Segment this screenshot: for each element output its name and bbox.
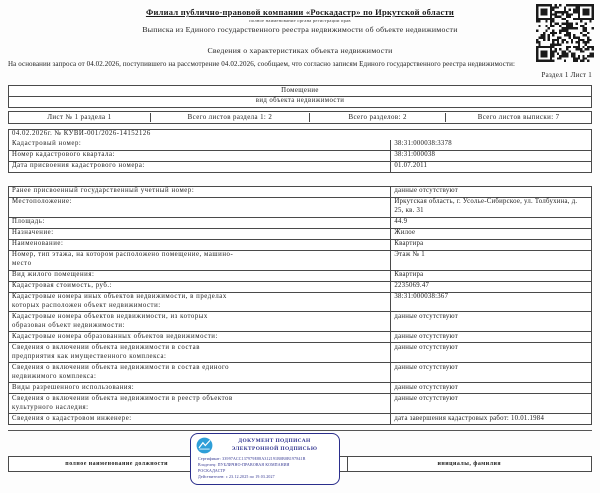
row-label: Сведения о включении объекта недвижимости в состав единого недвижимого комплекса: xyxy=(9,363,391,382)
row-value: данные отсутствуют xyxy=(394,394,458,402)
row-label: Вид жилого помещения: xyxy=(9,271,391,281)
table-row xyxy=(9,292,591,312)
row-value: Жилое xyxy=(394,229,416,237)
name-label: инициалы, фамилия xyxy=(347,457,591,471)
section-title: Сведения о характеристиках объекта недвижимости xyxy=(207,46,393,55)
table-row xyxy=(9,228,591,239)
row-label: Площадь: xyxy=(9,218,391,228)
table-row xyxy=(9,250,591,270)
table-row xyxy=(9,197,591,217)
cadastral-id-table xyxy=(8,129,592,173)
row-value: 01.07.2011 xyxy=(394,162,428,170)
roskadastr-logo-icon xyxy=(195,436,214,455)
table-row xyxy=(9,86,591,96)
request-number: 04.02.2026г. № КУВИ-001/2026-14152126 xyxy=(12,130,151,138)
stamp-header xyxy=(191,434,339,455)
row-label: Кадастровые номера иных объектов недвижимости, в пределах которых расположен объект недвижимости: xyxy=(9,293,391,312)
row-value: данные отсутствуют xyxy=(394,363,458,371)
table-row xyxy=(9,150,591,161)
row-label: Ранее присвоенный государственный учетный номер: xyxy=(9,187,391,197)
document-header xyxy=(8,7,592,79)
table-row xyxy=(9,130,591,140)
table-row xyxy=(9,281,591,292)
stamp-owner2: РОСКАДАСТР xyxy=(198,469,226,474)
position-label: полное наименование должности xyxy=(65,461,169,468)
table-row xyxy=(9,342,591,362)
row-label: Наименование: xyxy=(9,240,391,250)
row-label: Кадастровая стоимость, руб.: xyxy=(9,282,391,292)
signature-footer xyxy=(8,431,592,493)
stamp-title xyxy=(214,438,335,454)
row-label: Виды разрешенного использования: xyxy=(9,383,391,393)
table-row xyxy=(9,96,591,107)
stamp-title-line2: ЭЛЕКТРОННОЙ ПОДПИСЬЮ xyxy=(231,445,318,452)
stamp-title-line1: ДОКУМЕНТ ПОДПИСАН xyxy=(238,437,311,444)
stamp-validity: Действителен: с 23.12.2025 по 19.03.2027 xyxy=(198,475,275,480)
object-type-caption: вид объекта недвижимости xyxy=(255,97,345,105)
row-label: Сведения о включении объекта недвижимости в реестр объектов культурного наследия: xyxy=(9,394,391,413)
stamp-owner: Владелец: ПУБЛИЧНО-ПРАВОВАЯ КОМПАНИЯ xyxy=(198,463,290,468)
sheet-info-table xyxy=(8,111,592,124)
row-value: 38:31:000038:3378 xyxy=(394,140,452,148)
object-type-table xyxy=(8,85,592,108)
table-row xyxy=(9,382,591,393)
sheet-info-cell: Всего листов раздела 1: 2 xyxy=(150,113,309,122)
org-name-caption: полное наименование органа регистрации прав xyxy=(249,18,351,23)
request-basis-line: На основании запроса от 04.02.2026, поступившего на рассмотрение 04.02.2026, сообщаем, что согласно записям Единого государственного реестра недвижимости: xyxy=(8,60,516,68)
table2-rows xyxy=(9,187,591,424)
table-row xyxy=(9,362,591,382)
row-value: 44.9 xyxy=(394,218,408,226)
sheet-info-cell: Всего разделов: 2 xyxy=(309,113,445,122)
row-label: Дата присвоения кадастрового номера: xyxy=(9,162,391,172)
row-label: Назначение: xyxy=(9,229,391,239)
row-value: 2235069.47 xyxy=(394,282,430,290)
digital-signature-stamp xyxy=(190,433,340,485)
section-page-label: Раздел 1 Лист 1 xyxy=(541,71,592,79)
table-row xyxy=(9,270,591,281)
table-row xyxy=(9,217,591,228)
row-value: дата завершения кадастровых работ: 10.01.1984 xyxy=(394,414,545,422)
sheet-info-cell: Всего листов выписки: 7 xyxy=(445,113,591,122)
row-label: Сведения о кадастровом инженере: xyxy=(9,414,391,424)
row-value: 38:31:000038:367 xyxy=(394,293,449,300)
row-value: данные отсутствуют xyxy=(394,187,458,195)
object-type-value: Помещение xyxy=(281,86,319,94)
row-value: данные отсутствуют xyxy=(394,332,458,340)
table1-rows xyxy=(9,140,591,172)
row-label: Номер, тип этажа, на котором расположено помещение, машино- место xyxy=(9,251,391,270)
row-label: Местоположение: xyxy=(9,198,391,217)
table-row xyxy=(9,331,591,342)
row-label: Сведения о включении объекта недвижимости в состав предприятия как имущественного комплекса: xyxy=(9,343,391,362)
table-row xyxy=(9,161,591,172)
row-value: данные отсутствуют xyxy=(394,343,458,351)
org-name: Филиал публично-правовой компании «Роскадастр» по Иркутской области xyxy=(145,7,455,17)
row-value: 38:31:000038 xyxy=(394,151,436,159)
row-value: данные отсутствуют xyxy=(394,312,458,320)
row-value: Квартира xyxy=(394,240,424,248)
stamp-certificate: Сертификат: 33997ACC137979E88A312191B0B0B197841B xyxy=(198,457,306,462)
table-row xyxy=(9,187,591,197)
row-label: Кадастровые номера образованных объектов недвижимости: xyxy=(9,332,391,342)
sheet-info-cell: Лист № 1 раздела 1 xyxy=(47,113,112,121)
qr-code-icon xyxy=(535,4,595,62)
table-row xyxy=(9,239,591,250)
row-value: данные отсутствуют xyxy=(394,383,458,391)
table-row xyxy=(9,140,591,150)
characteristics-table xyxy=(8,186,592,425)
table-row xyxy=(9,311,591,331)
document-title: Выписка из Единого государственного реестра недвижимости об объекте недвижимости xyxy=(142,25,458,34)
table-row xyxy=(9,393,591,413)
qr-code-image xyxy=(535,4,595,62)
row-value: Этаж № 1 xyxy=(394,251,425,259)
row-label: Номер кадастрового квартала: xyxy=(9,151,391,161)
row-label: Кадастровые номера объектов недвижимости, из которых образован объект недвижимости: xyxy=(9,312,391,331)
table-row xyxy=(9,413,591,424)
row-label: Кадастровый номер: xyxy=(9,140,391,150)
row-value: Квартира xyxy=(394,271,424,279)
row-value: Иркутская область, г. Усолье-Сибирское, ул. Толбухина, д. 25, кв. 31 xyxy=(394,198,578,215)
